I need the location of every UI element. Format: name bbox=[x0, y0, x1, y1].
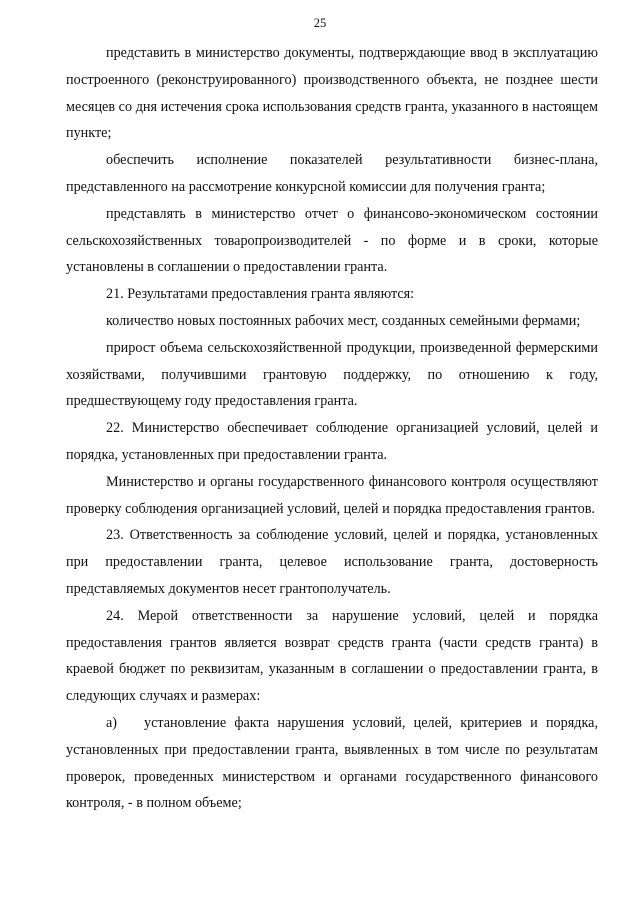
paragraph-new-jobs: количество новых постоянных рабочих мест, созданных семейными фермами; bbox=[106, 312, 581, 329]
paragraph-22-compliance: 22. Министерство обеспечивает соблюдение организацией условий, целей и порядка, установленных при предоставлении гранта. bbox=[66, 420, 598, 463]
page-number: 25 bbox=[313, 16, 327, 30]
list-item-a bbox=[66, 710, 598, 817]
paragraph-submit-report: представлять в министерство отчет о финансово-экономическом состоянии сельскохозяйственных товаропроизводителей - по форме и в сроки, которые установлены в соглашении о предоставлении гранта. bbox=[66, 205, 598, 276]
paragraph-submit-documents: представить в министерство документы, подтверждающие ввод в эксплуатацию построенного (реконструированного) производственного объекта, не позднее шести месяцев со дня истечения срока использования средств гранта, указанного в настоящем пункте; bbox=[66, 45, 598, 142]
list-item-a-text: установление факта нарушения условий, целей, критериев и порядка, установленных при предоставлении гранта, выявленных в том числе по результатам проверок, проведенных министерством и органами государственного финансового контроля, - в полном объеме; bbox=[66, 714, 598, 812]
paragraph-23-responsibility: 23. Ответственность за соблюдение условий, целей и порядка, установленных при предоставлении гранта, целевое использование гранта, достоверность представляемых документов несет грантополучатель. bbox=[66, 527, 598, 597]
paragraph-21-results: 21. Результатами предоставления гранта являются: bbox=[106, 286, 415, 303]
document-body bbox=[66, 40, 598, 817]
paragraph-ministry-control: Министерство и органы государственного финансового контроля осуществляют проверку соблюдения организацией условий, целей и порядка предоставления грантов. bbox=[66, 473, 598, 517]
paragraph-production-growth: прирост объема сельскохозяйственной продукции, произведенной фермерскими хозяйствами, получившими грантовую поддержку, по отношению к году, предшествующему году предоставления гранта. bbox=[66, 339, 598, 410]
list-item-a-letter: а) bbox=[106, 714, 118, 731]
paragraph-ensure-indicators: обеспечить исполнение показателей результативности бизнес-плана, представленного на рассмотрение конкурсной комиссии для получения гранта; bbox=[66, 152, 598, 195]
paragraph-24-refund: 24. Мерой ответственности за нарушение условий, целей и порядка предоставления грантов является возврат средств гранта (части средств гранта) в краевой бюджет по реквизитам, указанным в соглашении о предоставлении гранта, в следующих случаях и размерах: bbox=[66, 607, 598, 705]
